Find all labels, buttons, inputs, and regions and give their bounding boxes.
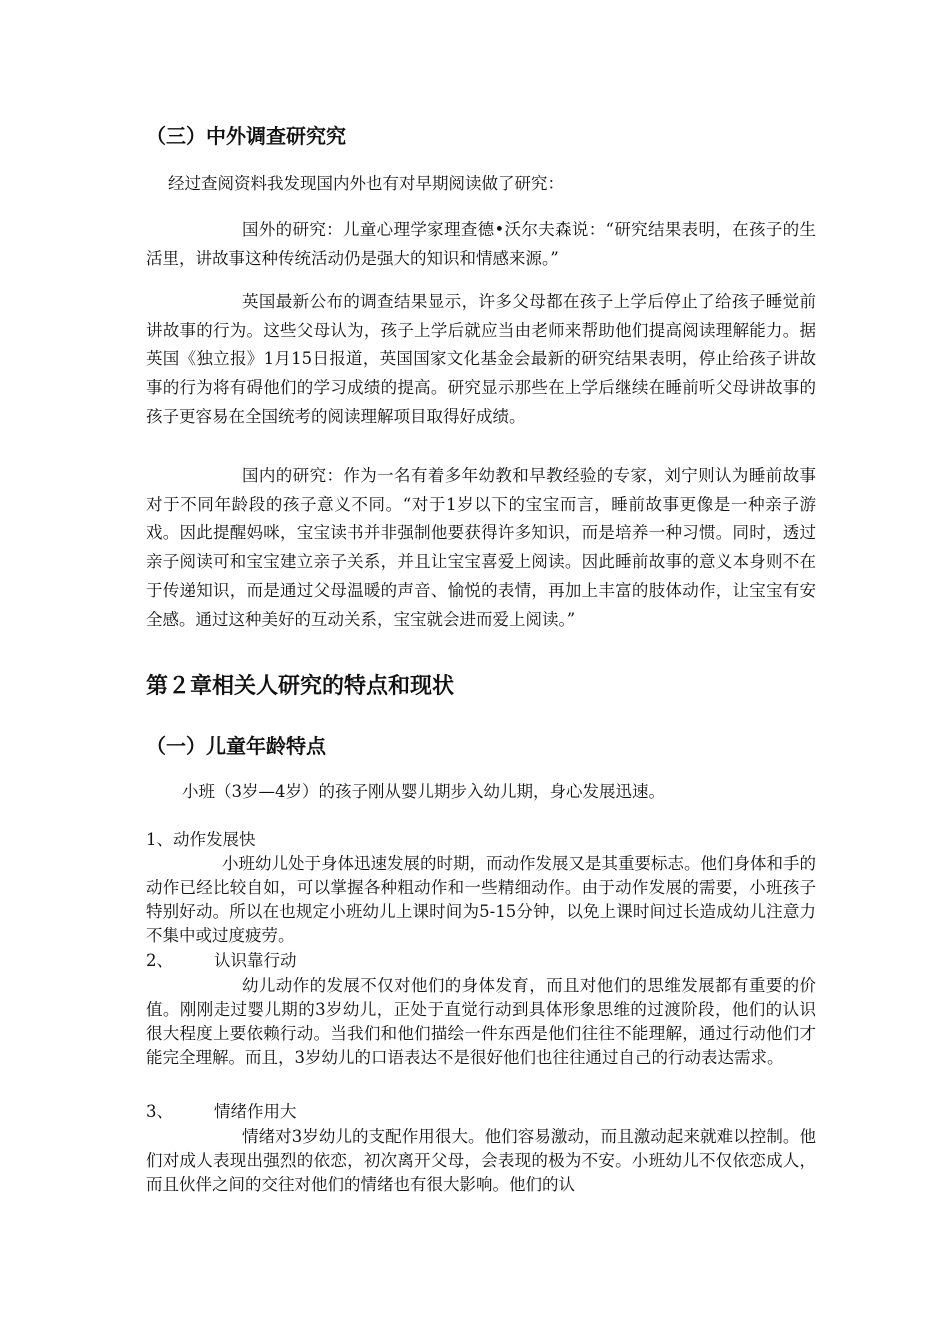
foreign-research-paragraph: 国外的研究：儿童心理学家理查德•沃尔夫森说：“研究结果表明，在孩子的生活里，讲故事这种传统活动仍是强大的知识和情感来源。” bbox=[146, 220, 816, 268]
list-item-body: 情绪对3岁幼儿的支配作用很大。他们容易激动，而且激动起来就难以控制。他们对成人表现出强烈的依恋，初次离开父母，会表现的极为不安。小班幼儿不仅依恋成人，而且伙伴之间的交往对他们的情绪也有很大影响。他们的认 bbox=[146, 1127, 816, 1194]
list-item-number: 3、 bbox=[146, 1102, 173, 1121]
list-item-label: 认识靠行动 bbox=[214, 951, 297, 970]
list-item-title bbox=[146, 1100, 816, 1124]
list-item-body: 幼儿动作的发展不仅对他们的身体发育，而且对他们的思维发展都有重要的价值。刚刚走过婴儿期的3岁幼儿，正处于直觉行动到具体形象思维的过渡阶段，他们的认识很大程度上要依赖行动。当我们和他们描绘一件东西是他们往往不能理解，通过行动他们才能完全理解。而且，3岁幼儿的口语表达不是很好他们也往往通过自己的行动表达需求。 bbox=[146, 976, 816, 1067]
list-item-title bbox=[146, 949, 816, 973]
chapter-heading: 第２章相关人研究的特点和现状 bbox=[146, 674, 455, 699]
list-item-body: 小班幼儿处于身体迅速发展的时期，而动作发展又是其重要标志。他们身体和手的动作已经比较自如，可以掌握各种粗动作和一些精细动作。由于动作发展的需要，小班孩子特别好动。所以在也规定小班幼儿上课时间为5-15分钟，以免上课时间过长造成幼儿注意力不集中或过度疲劳。 bbox=[146, 854, 816, 945]
section-intro: 经过查阅资料我发现国内外也有对早期阅读做了研究： bbox=[168, 174, 564, 193]
list-item-title bbox=[146, 828, 816, 852]
list-item-label: 动作发展快 bbox=[173, 830, 256, 849]
subsection-heading: （一）儿童年龄特点 bbox=[146, 734, 326, 758]
domestic-research-paragraph: 国内的研究：作为一名有着多年幼教和早教经验的专家，刘宁则认为睡前故事对于不同年龄段的孩子意义不同。“对于1岁以下的宝宝而言，睡前故事更像是一种亲子游戏。因此提醒妈咪，宝宝读书并非强制他要获得许多知识，而是培养一种习惯。同时，透过亲子阅读可和宝宝建立亲子关系，并且让宝宝喜爱上阅读。因此睡前故事的意义本身则不在于传递知识，而是通过父母温暖的声音、愉悦的表情，再加上丰富的肢体动作，让宝宝有安全感。通过这种美好的互动关系，宝宝就会进而爱上阅读。” bbox=[146, 466, 816, 629]
list-item-number: 2、 bbox=[146, 951, 173, 970]
uk-survey-paragraph: 英国最新公布的调查结果显示，许多父母都在孩子上学后停止了给孩子睡觉前讲故事的行为。这些父母认为，孩子上学后就应当由老师来帮助他们提高阅读理解能力。据英国《独立报》1月15日报道，英国国家文化基金会最新的研究结果表明，停止给孩子讲故事的行为将有碍他们的学习成绩的提高。研究显示那些在上学后继续在睡前听父母讲故事的孩子更容易在全国统考的阅读理解项目取得好成绩。 bbox=[146, 292, 816, 426]
list-item-number: 1、 bbox=[146, 830, 173, 849]
list-item-label: 情绪作用大 bbox=[214, 1102, 297, 1121]
section-heading: （三）中外调查研究究 bbox=[146, 124, 346, 148]
chapter-intro: 小班（3岁—4岁）的孩子刚从婴儿期步入幼儿期，身心发展迅速。 bbox=[182, 782, 665, 801]
